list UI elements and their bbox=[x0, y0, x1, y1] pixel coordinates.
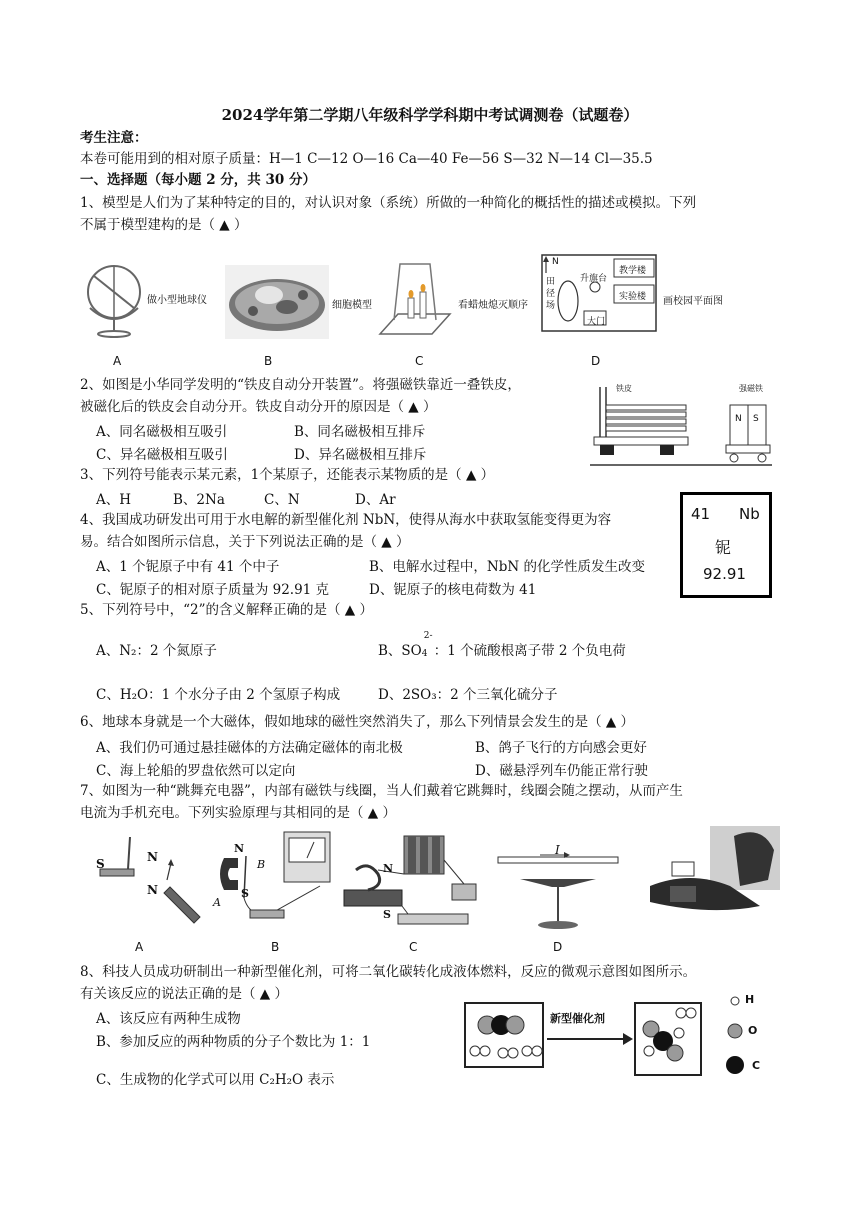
q2-option-d[interactable]: D、异名磁极相互排斥 bbox=[294, 447, 427, 463]
q7b-a-label: A bbox=[213, 896, 221, 909]
q3-option-d[interactable]: D、Ar bbox=[355, 492, 396, 508]
candle-beaker-figure bbox=[380, 258, 460, 338]
q4-stem-line1: 4、我国成功研发出可用于水电解的新型催化剂 NbN，使得从海水中获取氢能变得更为容 bbox=[80, 512, 612, 528]
q7a-n2-label: N bbox=[147, 883, 158, 897]
element-mass: 92.91 bbox=[703, 565, 746, 583]
q7c-n-label: N bbox=[383, 862, 394, 875]
q5-optb-sup: 2- bbox=[423, 631, 433, 641]
q7b-n-label: N bbox=[234, 842, 245, 855]
q3-option-c[interactable]: C、N bbox=[264, 492, 300, 508]
q3-option-a[interactable]: A、H bbox=[96, 492, 132, 508]
magnet-poles-figure bbox=[92, 835, 202, 925]
q8-option-b[interactable]: B、参加反应的两种物质的分子个数比为 1：1 bbox=[96, 1034, 371, 1050]
motor-circuit-figure bbox=[338, 830, 478, 930]
iron-label: 铁皮 bbox=[616, 384, 632, 393]
legend-o: O bbox=[748, 1024, 758, 1037]
dance-charger-image bbox=[630, 826, 780, 926]
q6-option-d[interactable]: D、磁悬浮列车仍能正常行驶 bbox=[475, 763, 648, 779]
q8-option-c[interactable]: C、生成物的化学式可以用 C₂H₂O 表示 bbox=[96, 1072, 335, 1088]
q4-option-a[interactable]: A、1 个铌原子中有 41 个中子 bbox=[96, 559, 280, 575]
q5-option-d[interactable]: D、2SO₃：2 个三氧化硫分子 bbox=[378, 687, 558, 703]
magnet-n-label: N bbox=[735, 414, 742, 424]
catalyst-label: 新型催化剂 bbox=[550, 1012, 605, 1025]
q1-stem-line2: 不属于模型建构的是（ ▲ ） bbox=[80, 217, 248, 233]
q6-option-c[interactable]: C、海上轮船的罗盘依然可以定向 bbox=[96, 763, 296, 779]
q5-option-c[interactable]: C、H₂O：1 个水分子由 2 个氢原子构成 bbox=[96, 687, 341, 703]
q7-stem-line1: 7、如图为一种“跳舞充电器”，内部有磁铁与线圈，当人们戴着它跳舞时，线圈会随之摆动，从而产生 bbox=[80, 783, 683, 799]
q1-letter-b: B bbox=[264, 354, 273, 368]
map-flag-label: 升旗台 bbox=[580, 274, 608, 284]
q5-optb-prefix: B、SO bbox=[378, 643, 422, 659]
map-north-label: N bbox=[552, 257, 559, 267]
q2-option-b[interactable]: B、同名磁极相互排斥 bbox=[294, 424, 426, 440]
map-teaching-label: 教学楼 bbox=[619, 266, 647, 276]
q1-letter-d: D bbox=[591, 354, 601, 368]
q2-option-c[interactable]: C、异名磁极相互吸引 bbox=[96, 447, 228, 463]
q4-stem-line2: 易。结合如图所示信息，关于下列说法正确的是（ ▲ ） bbox=[80, 534, 410, 550]
q7c-s-label: S bbox=[383, 908, 391, 921]
q3-option-b[interactable]: B、2Na bbox=[173, 492, 225, 508]
q7-stem-line2: 电流为手机充电。下列实验原理与其相同的是（ ▲ ） bbox=[80, 805, 396, 821]
reaction-diagram bbox=[463, 995, 783, 1085]
q2-stem-line1: 2、如图是小华同学发明的“铁皮自动分开装置”。将强磁铁靠近一叠铁皮， bbox=[80, 377, 521, 393]
q1-stem-line1: 1、模型是人们为了某种特定的目的，对认识对象（系统）所做的一种简化的概括性的描述或模拟。下列 bbox=[80, 195, 697, 211]
q7b-b-label: B bbox=[257, 858, 266, 871]
caption-candle: 看蜡烛熄灭顺序 bbox=[458, 300, 528, 311]
q7a-s-label: S bbox=[96, 857, 105, 871]
caption-globe: 做小型地球仪 bbox=[147, 295, 207, 306]
q1-letter-c: C bbox=[415, 354, 424, 368]
q5-stem: 5、下列符号中，“2”的含义解释正确的是（ ▲ ） bbox=[80, 602, 373, 618]
element-number: 41 bbox=[691, 505, 711, 523]
q6-option-b[interactable]: B、鸽子飞行的方向感会更好 bbox=[475, 740, 647, 756]
q7-letter-b: B bbox=[271, 940, 280, 954]
q1-letter-a: A bbox=[113, 354, 122, 368]
q5-optb-sub: 4 bbox=[421, 649, 428, 659]
q4-option-b[interactable]: B、电解水过程中，NbN 的化学性质发生改变 bbox=[369, 559, 645, 575]
oersted-experiment-figure bbox=[498, 845, 618, 935]
map-lab-label: 实验楼 bbox=[619, 292, 647, 302]
q4-option-d[interactable]: D、铌原子的核电荷数为 41 bbox=[369, 582, 537, 598]
q7-letter-a: A bbox=[135, 940, 144, 954]
q6-stem: 6、地球本身就是一个大磁体，假如地球的磁性突然消失了，那么下列情景会发生的是（ ▲ ） bbox=[80, 714, 635, 730]
q7-letter-d: D bbox=[553, 940, 563, 954]
magnet-s-label: S bbox=[753, 414, 759, 424]
q7d-current-label: I bbox=[555, 843, 560, 857]
q8-option-a[interactable]: A、该反应有两种生成物 bbox=[96, 1011, 241, 1027]
q7b-s-label: S bbox=[241, 887, 249, 900]
cell-model-image bbox=[225, 265, 329, 339]
q5-optb-text: ：1 个硫酸根离子带 2 个负电荷 bbox=[433, 643, 626, 659]
legend-h: H bbox=[745, 993, 755, 1006]
q7a-n-label: N bbox=[147, 850, 158, 864]
q7-letter-c: C bbox=[409, 940, 418, 954]
page-title: 2024学年第二学期八年级科学学科期中考试调测卷（试题卷） bbox=[221, 106, 639, 124]
q8-stem-line2: 有关该反应的说法正确的是（ ▲ ） bbox=[80, 986, 288, 1002]
q6-option-a[interactable]: A、我们仍可通过悬挂磁体的方法确定磁体的南北极 bbox=[96, 740, 403, 756]
caption-map: 画校园平面图 bbox=[663, 296, 723, 307]
atomic-masses: 本卷可能用到的相对原子质量：H—1 C—12 O—16 Ca—40 Fe—56 S—32 N—14 Cl—35.5 bbox=[80, 151, 653, 167]
q8-stem-line1: 8、科技人员成功研制出一种新型催化剂，可将二氧化碳转化成液体燃料，反应的微观示意图如图所示。 bbox=[80, 964, 697, 980]
element-symbol: Nb bbox=[739, 505, 760, 523]
induction-experiment-figure bbox=[210, 828, 330, 928]
notice-label: 考生注意： bbox=[80, 130, 148, 146]
legend-c: C bbox=[752, 1059, 761, 1072]
element-name: 铌 bbox=[715, 538, 732, 557]
q4-option-c[interactable]: C、铌原子的相对原子质量为 92.91 克 bbox=[96, 582, 330, 598]
map-field-label: 田径场 bbox=[546, 277, 556, 311]
caption-cell-model: 细胞模型 bbox=[332, 300, 372, 311]
q2-option-a[interactable]: A、同名磁极相互吸引 bbox=[96, 424, 228, 440]
q2-stem-line2: 被磁化后的铁皮会自动分开。铁皮自动分开的原因是（ ▲ ） bbox=[80, 399, 437, 415]
q5-option-a[interactable]: A、N₂：2 个氮原子 bbox=[96, 643, 217, 659]
q3-stem: 3、下列符号能表示某元素，1个某原子，还能表示某物质的是（ ▲ ） bbox=[80, 467, 495, 483]
magnet-label: 强磁铁 bbox=[739, 384, 763, 393]
map-gate-label: 大门 bbox=[587, 317, 606, 327]
section-heading: 一、选择题（每小题 2 分，共 30 分） bbox=[80, 172, 316, 188]
element-card bbox=[680, 492, 772, 598]
q5-option-b[interactable] bbox=[378, 631, 626, 659]
